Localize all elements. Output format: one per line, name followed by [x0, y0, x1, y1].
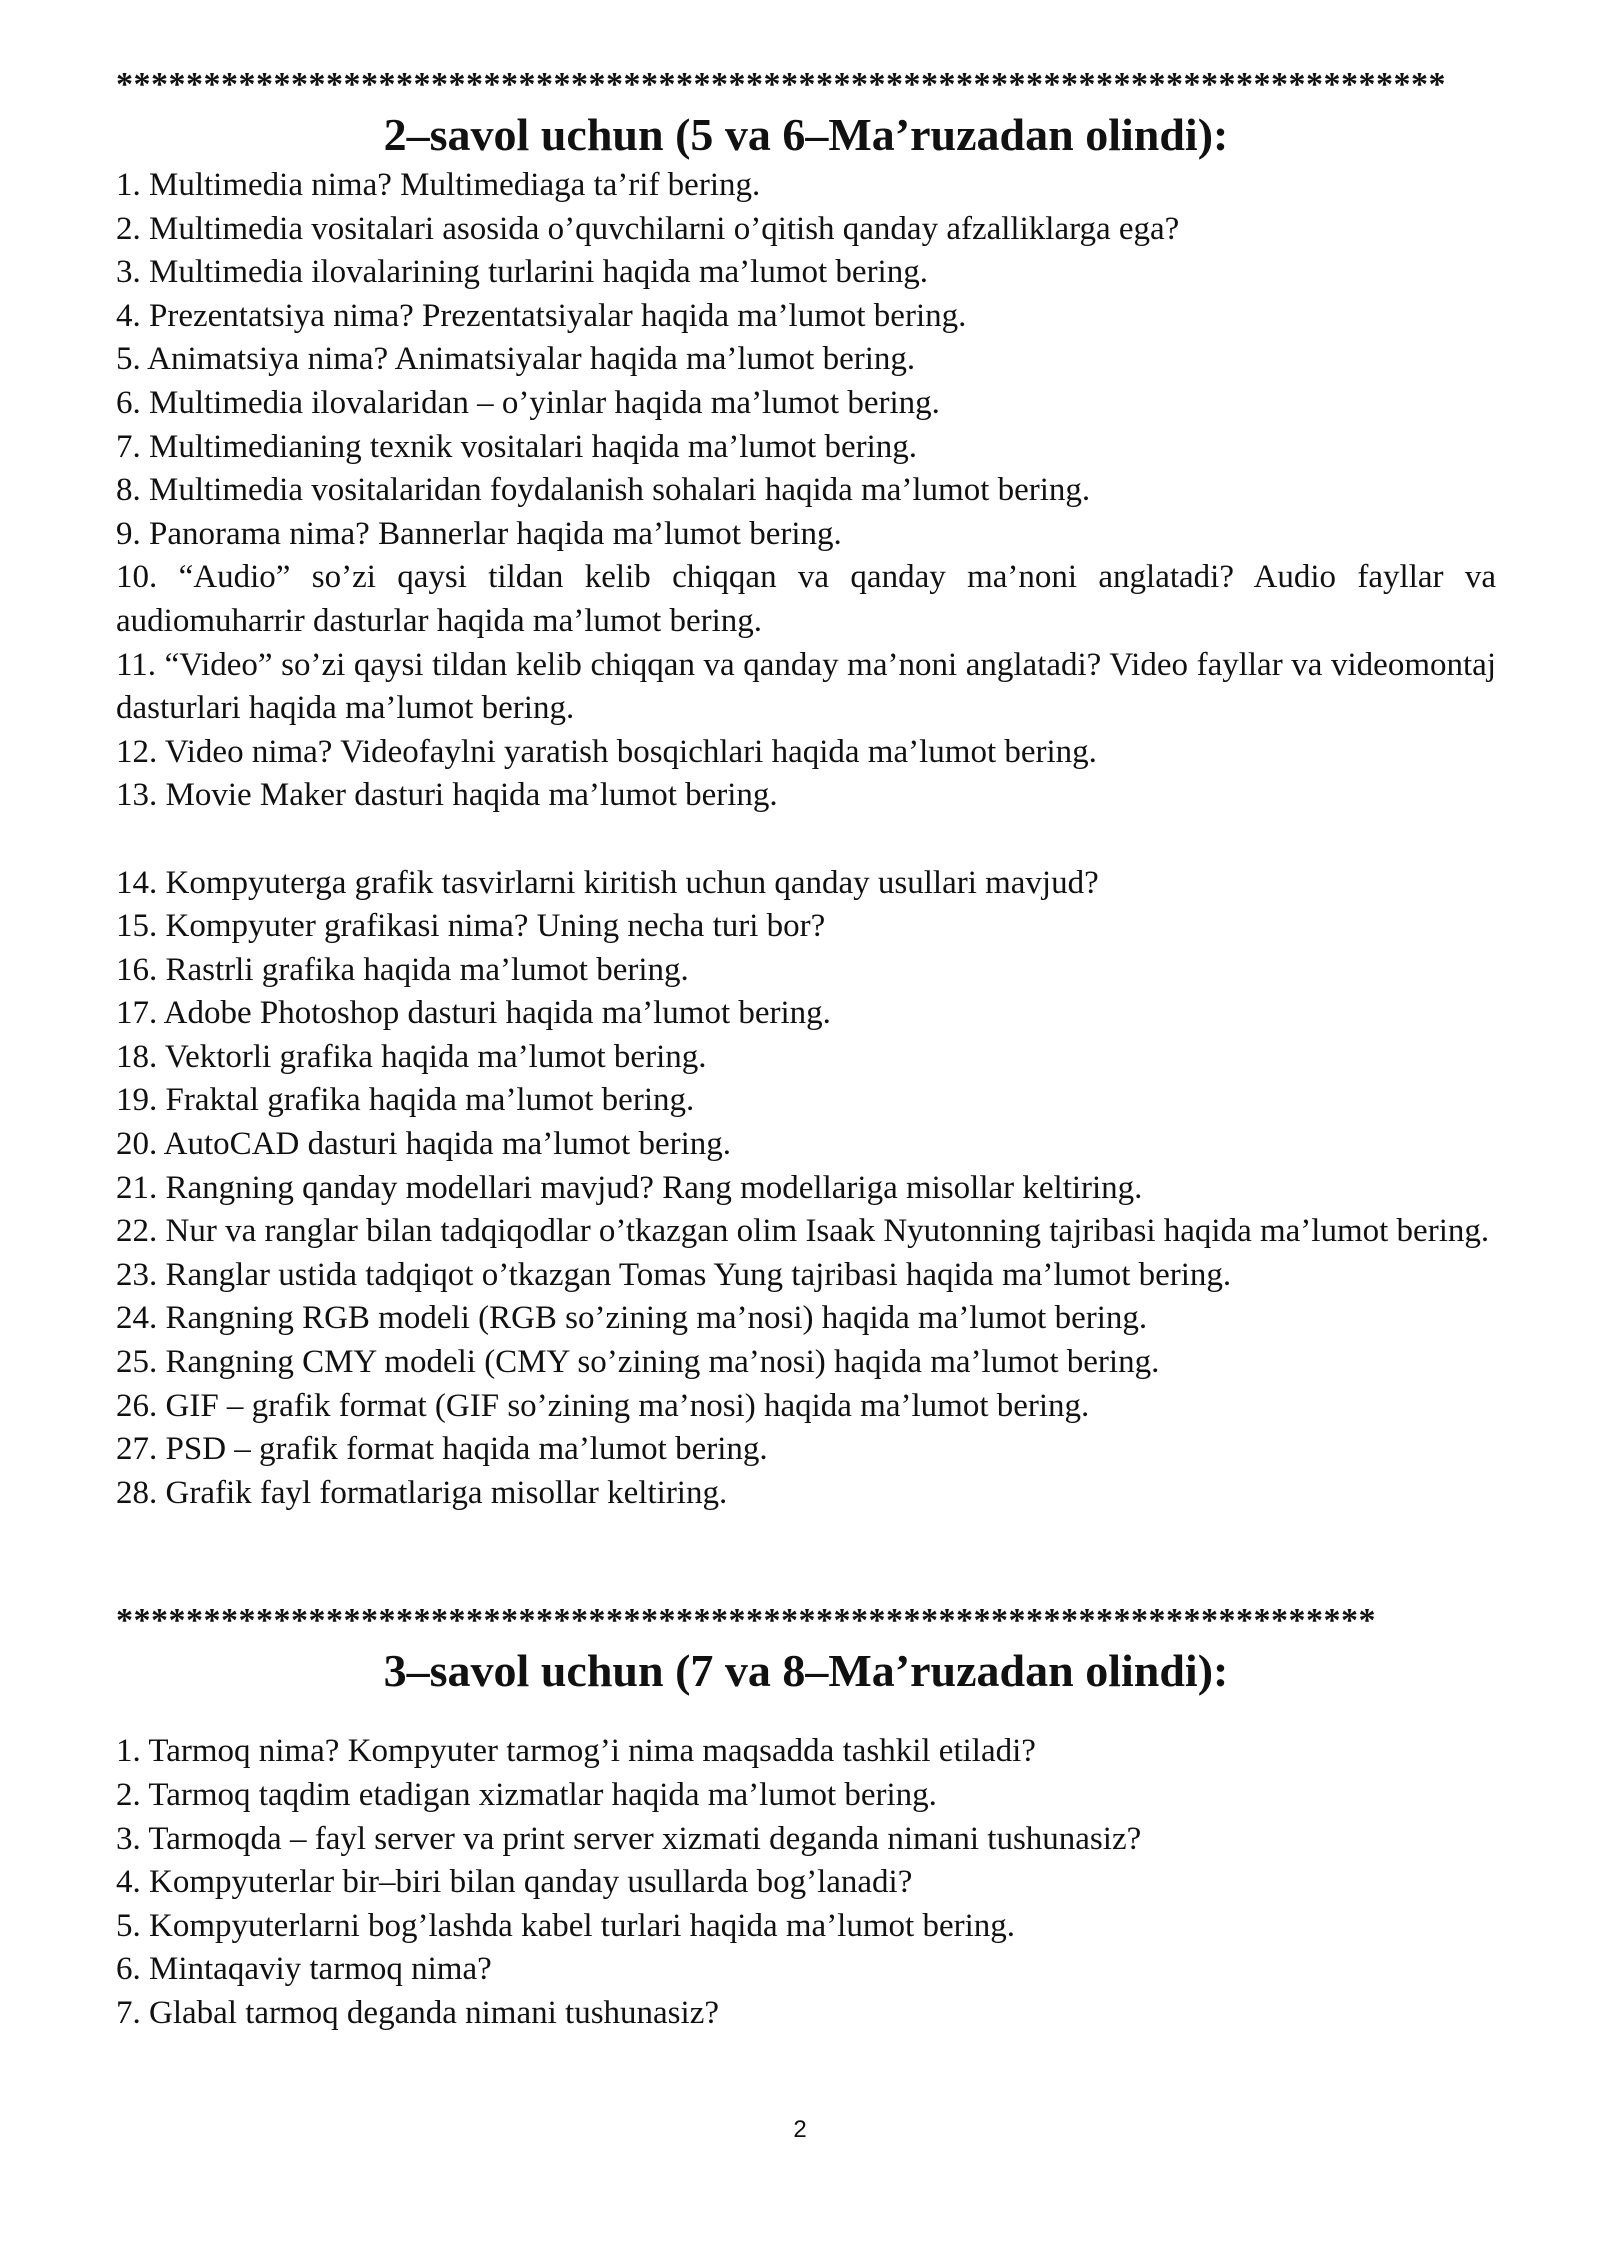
question-item: 2. Multimedia vositalari asosida o’quvchilarni o’qitish qanday afzalliklarga ega? — [116, 210, 1180, 247]
question-item: 1. Tarmoq nima? Kompyuter tarmog’i nima maqsadda tashkil etiladi? — [116, 1733, 1036, 1770]
question-item: 11. “Video” so’zi qaysi tildan kelib chiqqan va qanday ma’noni anglatadi? Video fayllar va videomontaj dasturlari haqida ma’lumot bering. — [116, 646, 1496, 727]
section-gap — [116, 1515, 1496, 1606]
question-item: 26. GIF – grafik format (GIF so’zining ma’nosi) haqida ma’lumot bering. — [116, 1387, 1090, 1424]
document-page — [116, 70, 1496, 2036]
question-item: 3. Multimedia ilovalarining turlarini haqida ma’lumot bering. — [116, 254, 928, 291]
section-2-question-list-b — [116, 862, 1496, 1516]
section-2-question-list-a — [116, 164, 1496, 818]
question-item: 22. Nur va ranglar bilan tadqiqodlar o’tkazgan olim Isaak Nyutonning tajribasi haqida ma’lumot bering. — [116, 1213, 1490, 1250]
separator-stars-top: **************************************************************************** — [116, 70, 1446, 100]
question-item: 19. Fraktal grafika haqida ma’lumot bering. — [116, 1082, 695, 1119]
section-3-question-list — [116, 1730, 1496, 2035]
question-item: 14. Kompyuterga grafik tasvirlarni kiritish uchun qanday usullari mavjud? — [116, 864, 1099, 901]
separator-stars-middle: ************************************************************************ — [116, 1606, 1376, 1637]
page-number: 2 — [793, 2116, 807, 2143]
question-item: 27. PSD – grafik format haqida ma’lumot bering. — [116, 1431, 768, 1468]
question-item: 5. Kompyuterlarni bog’lashda kabel turlari haqida ma’lumot bering. — [116, 1907, 1015, 1944]
question-item: 12. Video nima? Videofaylni yaratish bosqichlari haqida ma’lumot bering. — [116, 733, 1097, 770]
question-item: 24. Rangning RGB modeli (RGB so’zining ma’nosi) haqida ma’lumot bering. — [116, 1300, 1148, 1337]
question-item: 18. Vektorli grafika haqida ma’lumot bering. — [116, 1038, 707, 1075]
question-item: 7. Glabal tarmoq deganda nimani tushunasiz? — [116, 1994, 719, 2031]
question-item: 21. Rangning qanday modellari mavjud? Rang modellariga misollar keltiring. — [116, 1169, 1143, 1206]
question-item: 6. Multimedia ilovalaridan – o’yinlar haqida ma’lumot bering. — [116, 384, 940, 421]
question-item: 4. Prezentatsiya nima? Prezentatsiyalar haqida ma’lumot bering. — [116, 297, 967, 334]
section-3-heading: 3–savol uchun (7 va 8–Ma’ruzadan olindi): — [383, 1645, 1229, 1697]
question-item: 8. Multimedia vositalaridan foydalanish sohalari haqida ma’lumot bering. — [116, 472, 1091, 509]
question-item: 13. Movie Maker dasturi haqida ma’lumot bering. — [116, 777, 778, 814]
question-item: 16. Rastrli grafika haqida ma’lumot bering. — [116, 951, 689, 988]
question-item: 4. Kompyuterlar bir–biri bilan qanday usullarda bog’lanadi? — [116, 1864, 913, 1901]
section-2-heading: 2–savol uchun (5 va 6–Ma’ruzadan olindi): — [383, 109, 1229, 160]
question-item: 17. Adobe Photoshop dasturi haqida ma’lumot bering. — [116, 995, 831, 1032]
question-item: 6. Mintaqaviy tarmoq nima? — [116, 1951, 492, 1988]
question-item: 3. Tarmoqda – fayl server va print server xizmati deganda nimani tushunasiz? — [116, 1820, 1142, 1857]
question-item: 15. Kompyuter grafikasi nima? Uning necha turi bor? — [116, 908, 826, 945]
question-item: 28. Grafik fayl formatlariga misollar keltiring. — [116, 1474, 728, 1511]
question-item: 9. Panorama nima? Bannerlar haqida ma’lumot bering. — [116, 515, 842, 552]
question-item: 23. Ranglar ustida tadqiqot o’tkazgan Tomas Yung tajribasi haqida ma’lumot bering. — [116, 1256, 1232, 1293]
question-item: 25. Rangning CMY modeli (CMY so’zining ma’nosi) haqida ma’lumot bering. — [116, 1344, 1160, 1381]
question-item: 10. “Audio” so’zi qaysi tildan kelib chiqqan va qanday ma’noni anglatadi? Audio fayllar va audiomuharrir dasturlar haqida ma’lumot bering. — [116, 559, 1496, 639]
question-item: 5. Animatsiya nima? Animatsiyalar haqida ma’lumot bering. — [116, 341, 916, 378]
question-item: 7. Multimedianing texnik vositalari haqida ma’lumot bering. — [116, 428, 918, 465]
heading-gap — [116, 1700, 1496, 1730]
question-item: 20. AutoCAD dasturi haqida ma’lumot bering. — [116, 1126, 731, 1163]
question-item: 1. Multimedia nima? Multimediaga ta’rif bering. — [116, 167, 761, 203]
blank-line — [116, 818, 1496, 862]
question-item: 2. Tarmoq taqdim etadigan xizmatlar haqida ma’lumot bering. — [116, 1777, 937, 1813]
